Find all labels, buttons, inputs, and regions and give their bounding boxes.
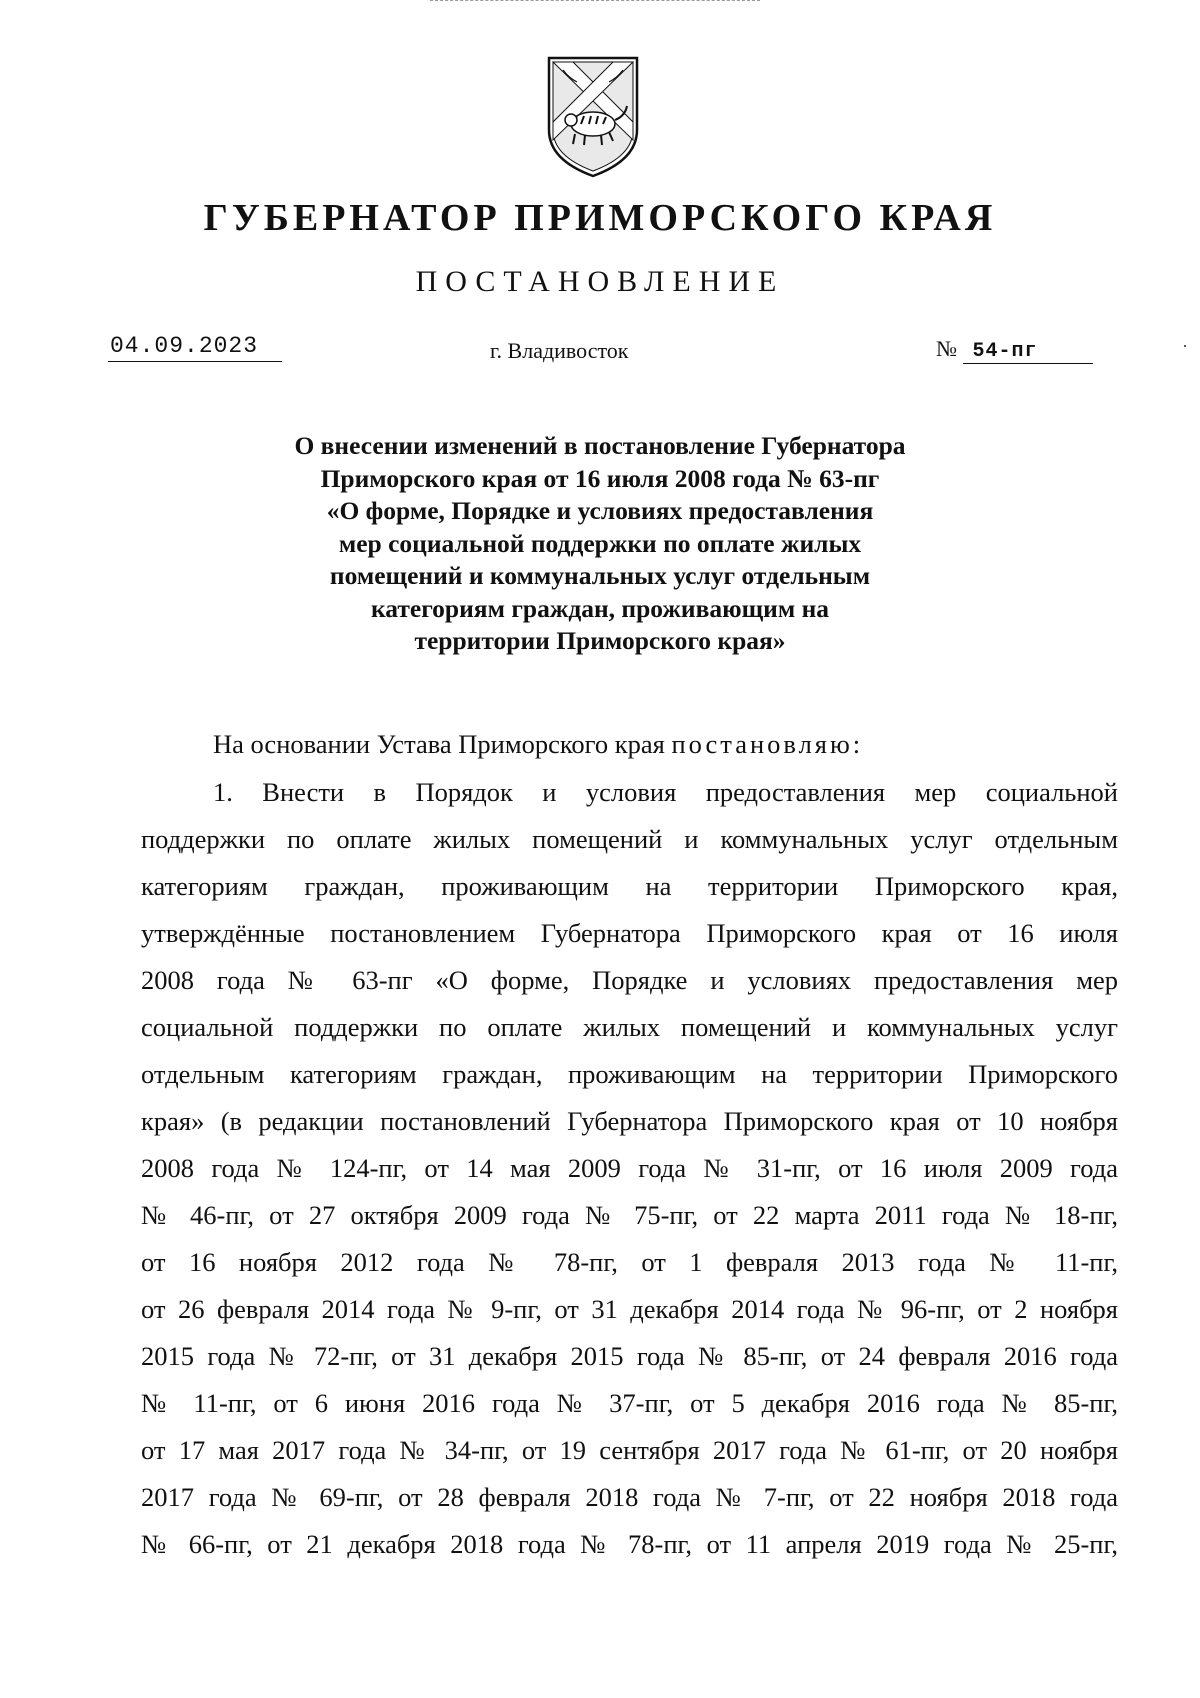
heading-line: О внесении изменений в постановление Губернатора — [294, 431, 906, 460]
scan-edge-line — [430, 0, 760, 2]
document-heading — [200, 430, 1000, 658]
document-date: 04.09.2023 — [108, 333, 282, 362]
body-line: поддержки по оплате жилых помещений и коммунальных услуг отдельным — [141, 824, 1118, 854]
body-line: 2017 года № 69-пг, от 28 февраля 2018 года № 7-пг, от 22 ноября 2018 года — [141, 1482, 1118, 1512]
body-line: № 11-пг, от 6 июня 2016 года № 37-пг, от 5 декабря 2016 года № 85-пг, — [141, 1388, 1118, 1418]
preamble-text: На основании Устава Приморского края — [213, 729, 665, 759]
number-value: 54-пг — [963, 340, 1093, 364]
scan-speck — [1184, 345, 1186, 347]
body-line: от 26 февраля 2014 года № 9-пг, от 31 декабря 2014 года № 96-пг, от 2 ноября — [141, 1294, 1118, 1324]
document-type: ПОСТАНОВЛЕНИЕ — [415, 265, 785, 298]
body-line: 2008 года № 124-пг, от 14 мая 2009 года № 31-пг, от 16 июля 2009 года — [141, 1153, 1118, 1183]
heading-line: помещений и коммунальных услуг отдельным — [329, 561, 871, 590]
document-city: г. Владивосток — [490, 338, 629, 363]
body-line: № 66-пг, от 21 декабря 2018 года № 78-пг, от 11 апреля 2019 года № 25-пг, — [141, 1529, 1118, 1559]
body-line: от 16 ноября 2012 года № 78-пг, от 1 февраля 2013 года № 11-пг, — [141, 1247, 1118, 1277]
preamble-resolve-word: постановляю: — [671, 729, 864, 759]
heading-line: «О форме, Порядке и условиях предоставления — [326, 496, 874, 525]
body-line: социальной поддержки по оплате жилых помещений и коммунальных услуг — [141, 1012, 1118, 1042]
body-line: отдельным категориям граждан, проживающим на территории Приморского — [141, 1059, 1118, 1089]
body-line: от 17 мая 2017 года № 34-пг, от 19 сентября 2017 года № 61-пг, от 20 ноября — [141, 1435, 1118, 1465]
preamble — [213, 729, 863, 760]
heading-line: мер социальной поддержки по оплате жилых — [338, 528, 862, 558]
heading-line: Приморского края от 16 июля 2008 года № 63-пг — [320, 463, 880, 493]
heading-line: категориям граждан, проживающим на — [370, 593, 830, 623]
heading-line: территории Приморского края» — [414, 626, 786, 655]
body-line: категориям граждан, проживающим на территории Приморского края, — [141, 871, 1118, 901]
body-line: № 46-пг, от 27 октября 2009 года № 75-пг, от 22 марта 2011 года № 18-пг, — [141, 1200, 1118, 1230]
body-line: 1. Внести в Порядок и условия предоставления мер социальной — [213, 777, 1118, 807]
number-prefix: № — [936, 336, 957, 361]
coat-of-arms-tiger-icon — [543, 52, 643, 180]
document-number — [936, 336, 1093, 364]
body-line: утверждённые постановлением Губернатора Приморского края от 16 июля — [141, 918, 1118, 948]
organization-title: ГУБЕРНАТОР ПРИМОРСКОГО КРАЯ — [203, 197, 997, 239]
body-line: 2008 года № 63-пг «О форме, Порядке и условиях предоставления мер — [141, 965, 1118, 995]
body-line: 2015 года № 72-пг, от 31 декабря 2015 года № 85-пг, от 24 февраля 2016 года — [141, 1341, 1118, 1371]
body-line: края» (в редакции постановлений Губернатора Приморского края от 10 ноября — [141, 1106, 1118, 1136]
